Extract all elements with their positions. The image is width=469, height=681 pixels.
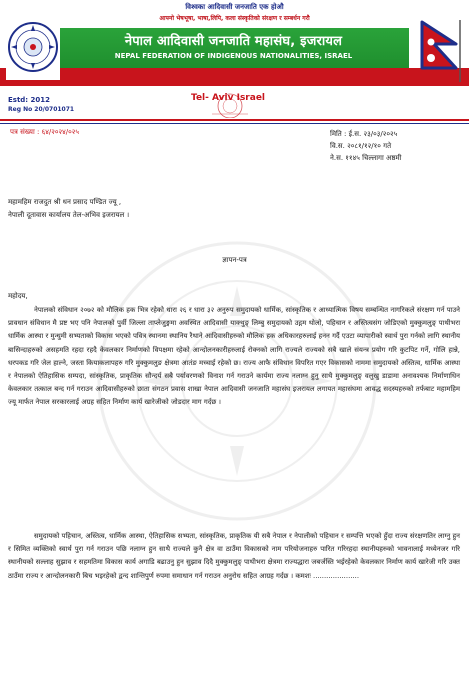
federation-logo (6, 14, 60, 80)
header-divider-red (0, 119, 469, 121)
nepal-flag-icon (416, 18, 464, 84)
date-gregorian: मिति : ई.स. २३/०३/२०२५ (330, 130, 398, 138)
salutation: महोदय, (8, 292, 28, 300)
letterhead-tagline: विश्वका आदिवासी जनजाति एक होऔ (185, 3, 284, 11)
letterhead (0, 0, 469, 118)
org-name-english: NEPAL FEDERATION OF INDIGENOUS NATIONALITIES, ISRAEL (114, 52, 353, 60)
letterhead-subtagline: आफ्नो भेषभूषा, भाषा,लिपि, कला संस्कृतिको संरक्षण र सम्बर्धन गरौ (159, 15, 310, 22)
header-divider-blue (0, 123, 469, 124)
addressee-name: महामहिम राजदुत श्री धन प्रसाद पण्डित ज्यू , (8, 198, 122, 206)
org-name-nepali: नेपाल आदिवासी जनजाति महासंघ, इजरायल (124, 34, 343, 49)
date-nepal-sambat: ने.स. ११४५ चिल्लागा अष्ठमी (330, 154, 402, 162)
date-bikram-sambat: वि.स. २०८१/१२/१० गते (330, 142, 392, 150)
addressee-block (8, 196, 129, 222)
body-paragraph-2: समुदायको पहिचान, अस्तित्व, धार्मिक आस्था, ऐतिहासिक सभ्यता, सांस्कृतिक, प्राकृतिक यी सबै नेपाल र नेपालीको पहिचान र सम्पत्ति भएको हुँदा राज्य संरक्षणतिर लाग्नु हुन र सिमित व्यक्तिको स्वार्थ पुरा गर्न गराउन पछि नलाग्न हुन साथै राज्यले कुनै क्षेत्र वा ठाउँमा विकासको नाम परियोजनाहरु पारित गरिरहदा स्थानीयहरुको भावनालाई मध्येनजर गरि स्थानीयको सल्लाह सुझाव र सहमतिमा विकास कार्य अगाडि बढाउनु हुन सुझाव दिदै मुक्कुमलुङ् पाथीभरा क्षेत्रमा राज्यद्धारा जबर्जस्ति भईरहेको केवलकार निर्माण कार्य खारेजी गरि उक्त ठाउँमा राज्य र आन्दोलनकारी बिच भइरहेको द्वन्द शान्तिपुर्ण रुपमा समाधान गर्न गराउन अनुरोध सहित आग्रह गर्दछ । कमशः ..................... (8, 532, 460, 580)
established-year: Estd: 2012 (8, 96, 51, 104)
date-block (330, 128, 402, 164)
subject-heading: ज्ञापन-पत्र (222, 256, 247, 264)
city-label: Tel- Aviv Israel (191, 93, 266, 103)
reference-number: पत्र संख्या : ६४/२०२४/०२५ (10, 128, 80, 136)
addressee-office: नेपाली दूतावास कार्यालय तेल-अभिव इजरायल । (8, 211, 130, 219)
registration-number: Reg No 20/0701071 (8, 106, 75, 113)
body-paragraph-1: नेपालको संविधान २०७२ को मौलिक हक भित्र रहेको धारा २६ र धारा ३२ अनुरुप समुदायको धार्मिक, सांस्कृतिक र आध्यात्मिक विषय सम्बन्धित नागरिकले संरक्षण गर्न पाउने प्रावधान संविधान मै प्रष्ट भए पनि नेपालको पुर्वी जिल्ला ताप्लेजुङ्गमा अवस्थित आदिवासी याक्थुङ् लिम्बु समुदायको उद्गम थोलो, पहिचान र अस्तित्वसंग जोडिएको मुक्कुमलुङ् पाथीभरा धार्मिक आस्था र मुन्धुमी सभ्यताको विकास भएको पवित्र स्थानमा स्थानिय रैथाने आदिवासीहरुको मौलिक हक अधिकारहरुलाई हनन गर्दै एउटा व्यापारीको स्वार्थ पुरा गर्नको लागि स्थानीय बासिन्दाहरुको असहमति रहदा रहदै केवलकार निर्माणको विपक्षमा रहेको आन्दोलनकारीहरुलाई रोक्नको लागि राज्यले राज्यको सबै खाले संयन्त्र प्रयोग गरि कुटपिट गर्ने, गोलि हान्ने, धरपकड गरि जेल हाल्ने, जस्ता कियाकलापहरु गरि मुक्कुमलुङ क्षेत्रमा आतंङ मच्चाई रहेको छ। राज्य आफै संविधान विपरित गएर विकासको नाममा समुदायको अस्तित्व, धार्मिक आस्था र नेपालको ऐतिहासिक सम्पदा, सांस्कृतिक, प्राकृतिक सौन्दर्य सबै पर्यावरणको विनाश गर्न गराउने कार्यमा राज्य नलाग्न हुनु साथै मुक्कुमलुङ् वलुखु डाडामा अनावश्यक निर्माणाधिन केवलकार तत्काल बन्द गर्न गराउन आदिवासीहरुको छाता संगठन प्रवास शाखा नेपाल आदिवासी जनजाति महासंघ इजरायल लगायत महासंघमा आवद्ध सदस्यहरुको तर्फबाट महामहिम ज्यू मार्फत नेपाल सरकारलाई अग्रह सहित निर्माण कार्य खारेजीको जोडदार माग गर्दछ । (8, 306, 461, 407)
